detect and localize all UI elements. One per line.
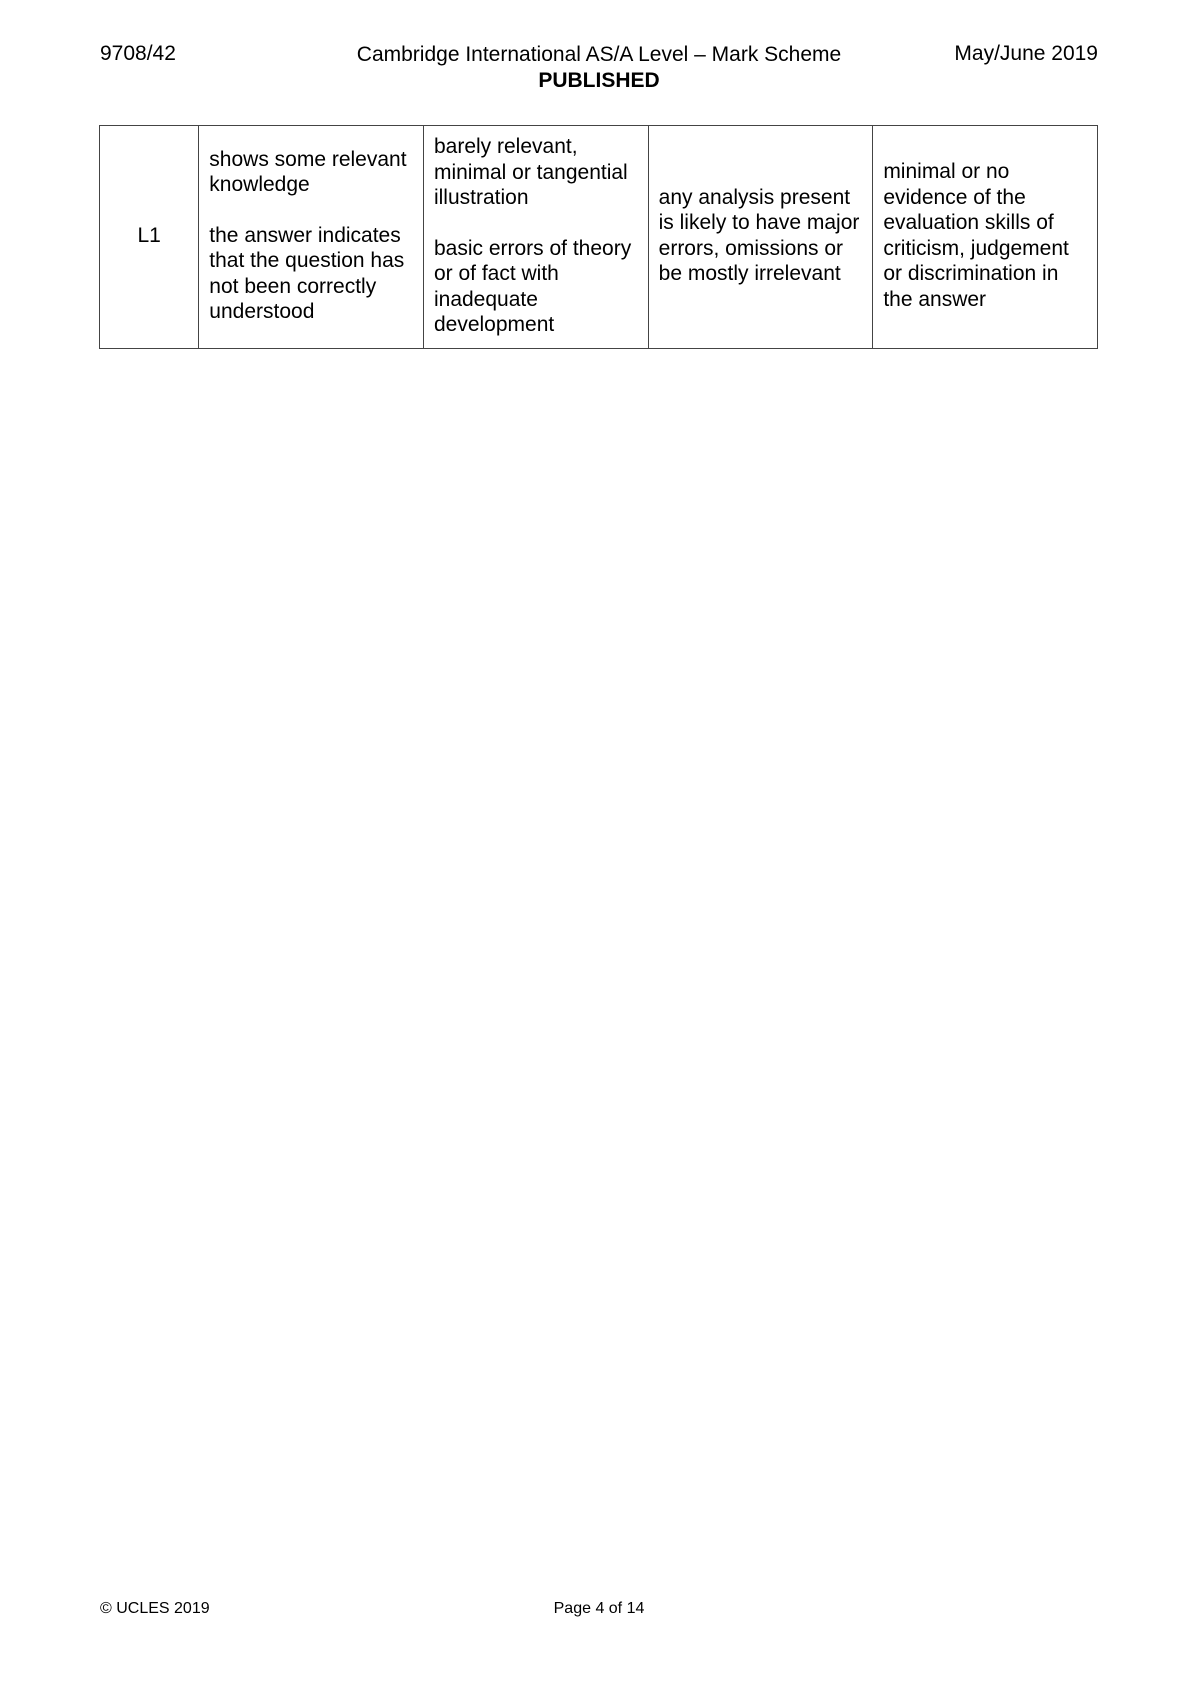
syllabus-code: 9708/42 (100, 42, 176, 65)
application-text-2: basic errors of theory or of fact with inadequate development (433, 236, 632, 336)
page-header (100, 42, 1098, 102)
evaluation-cell: minimal or no evidence of the evaluation skills of criticism, judgement or discrimination in the answer (873, 126, 1098, 349)
knowledge-cell (199, 126, 424, 349)
application-cell (423, 126, 648, 349)
exam-session: May/June 2019 (954, 42, 1098, 65)
analysis-cell: any analysis present is likely to have major errors, omissions or be mostly irrelevant (648, 126, 873, 349)
document-title: Cambridge International AS/A Level – Mark Scheme (356, 43, 842, 66)
level-cell: L1 (100, 126, 199, 349)
page-number: Page 4 of 14 (553, 1600, 645, 1617)
published-label: PUBLISHED (538, 69, 660, 92)
copyright-notice: © UCLES 2019 (100, 1600, 210, 1617)
header-title-block (100, 42, 1098, 94)
knowledge-text-1: shows some relevant knowledge (209, 147, 407, 197)
application-text-1: barely relevant, minimal or tangential illustration (433, 135, 628, 209)
table-row (100, 126, 1098, 349)
mark-scheme-table (99, 125, 1098, 349)
knowledge-text-2: the answer indicates that the question has not been correctly understood (209, 223, 405, 324)
